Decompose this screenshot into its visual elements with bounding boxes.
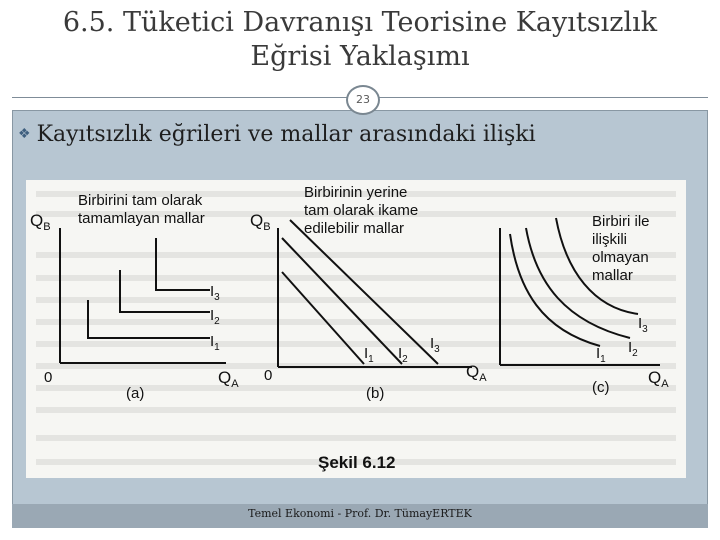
figure-caption: Şekil 6.12: [318, 453, 396, 472]
panel-c-curve-i1: [510, 234, 600, 346]
panel-c-label-i2: $I_2$: [628, 339, 638, 359]
panel-c-x-label: $Q_A$: [648, 368, 669, 390]
panel-c-desc-line-2: ilişkili: [592, 231, 627, 248]
panel-c-sublabel: (c): [592, 379, 610, 396]
panel-b-origin: 0: [264, 367, 273, 384]
panel-b-x-label: $Q_A$: [466, 362, 487, 384]
panel-b-label-i3: $I_3$: [430, 335, 440, 355]
panel-b-desc-line-1: Birbirinin yerine: [304, 184, 408, 201]
figure-6-12: [26, 180, 686, 478]
panel-b-desc-line-3: edilebilir mallar: [304, 220, 405, 237]
panel-c-desc-line-3: olmayan: [592, 249, 649, 266]
panel-c-label-i3: $I_3$: [638, 315, 648, 335]
panel-a-label-i1: $I_1$: [210, 333, 220, 353]
panel-a-sublabel: (a): [126, 385, 145, 402]
bullet-text: Kayıtsızlık eğrileri ve mallar arasındaki ilişki: [36, 122, 536, 147]
indifference-curves-figure: [26, 180, 686, 478]
slide-title: [0, 6, 720, 74]
panel-a-label-i2: $I_2$: [210, 307, 220, 327]
slide-title-line-1: 6.5. Tüketici Davranışı Teorisine Kayıtsızlık: [62, 7, 658, 38]
bullet-icon: ❖: [18, 126, 31, 142]
panel-b-label-i2: $I_2$: [398, 345, 408, 365]
slide-title-line-2: Eğrisi Yaklaşımı: [250, 41, 470, 72]
panel-a-x-label: $Q_A$: [218, 368, 239, 390]
panel-a-y-label: $Q_B$: [30, 211, 51, 233]
page-number-badge: 23: [346, 85, 380, 115]
panel-a-origin: 0: [44, 369, 53, 386]
panel-c-desc-line-1: Birbiri ile: [592, 213, 650, 230]
panel-a-curve-i3: [156, 238, 210, 290]
bullet-item: [18, 122, 536, 147]
panel-b-y-label: $Q_B$: [250, 211, 271, 233]
footer-text: Temel Ekonomi - Prof. Dr. TümayERTEK: [248, 507, 472, 520]
panel-a-desc-line-2: tamamlayan mallar: [78, 210, 205, 227]
panel-a-desc-line-1: Birbirini tam olarak: [78, 192, 203, 209]
panel-b-label-i1: $I_1$: [364, 345, 374, 365]
panel-b-sublabel: (b): [366, 385, 385, 402]
panel-a-label-i3: $I_3$: [210, 283, 220, 303]
panel-b-desc-line-2: tam olarak ikame: [304, 202, 419, 219]
panel-c-label-i1: $I_1$: [596, 345, 606, 365]
panel-c-desc-line-4: mallar: [592, 267, 633, 284]
panel-b-curve-i1: [282, 272, 364, 364]
